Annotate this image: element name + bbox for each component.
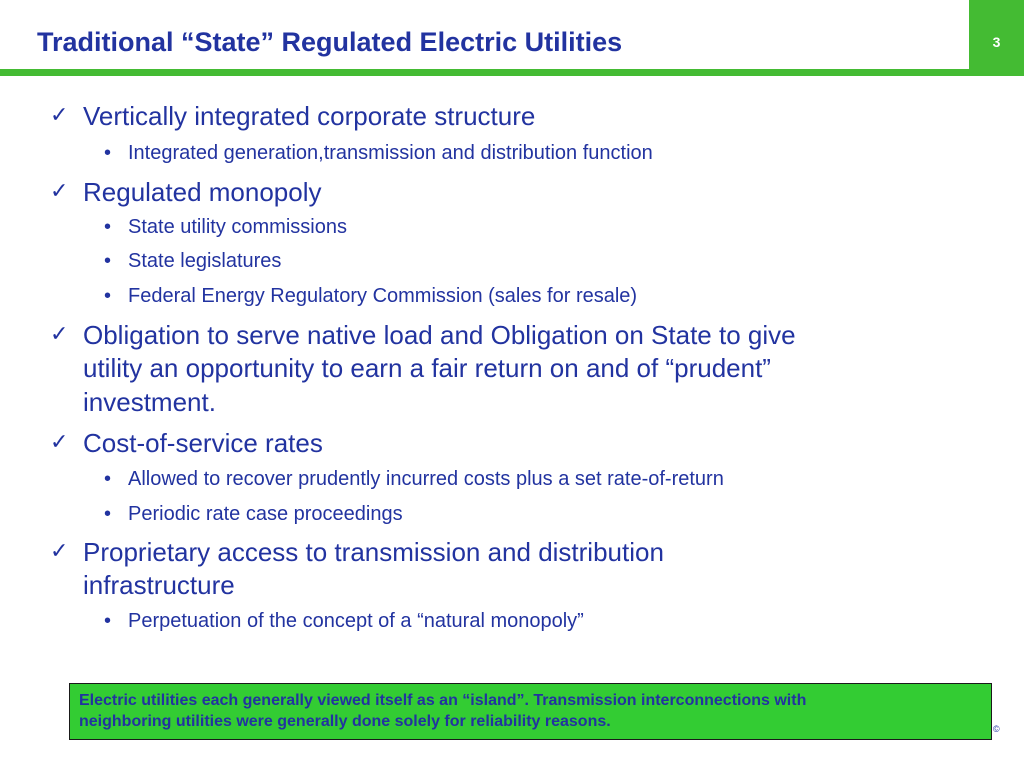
- checkmark-icon: ✓: [50, 430, 69, 455]
- bullet-dot-icon: •: [104, 468, 112, 490]
- bullet-text: State utility commissions: [128, 216, 347, 238]
- checkmark-icon: ✓: [50, 179, 69, 204]
- bullet-text: Allowed to recover prudently incurred costs plus a set rate-of-return: [128, 468, 724, 490]
- bullet-dot-icon: •: [104, 503, 112, 525]
- bullet-item: [50, 318, 796, 352]
- copyright-symbol: ©: [993, 724, 1000, 734]
- bullet-dot-icon: •: [104, 142, 112, 164]
- bullet-text: State legislatures: [128, 250, 282, 272]
- callout-text: Electric utilities each generally viewed itself as an “island”. Transmission interconnections with neighboring utilities were generally done solely for reliability reasons.: [79, 692, 807, 730]
- sub-bullet-item: [104, 501, 403, 527]
- sub-bullet-item: [104, 140, 653, 166]
- bullet-item: [83, 385, 216, 419]
- bullet-dot-icon: •: [104, 216, 112, 238]
- bullet-dot-icon: •: [104, 250, 112, 272]
- bullet-text: Obligation to serve native load and Obligation on State to give: [83, 320, 796, 350]
- bullet-text: Vertically integrated corporate structure: [83, 101, 536, 131]
- bullet-item: [50, 426, 323, 460]
- sub-bullet-item: [104, 608, 584, 634]
- checkmark-icon: ✓: [50, 539, 69, 564]
- sub-bullet-item: [104, 466, 724, 492]
- page-number: 3: [992, 34, 1001, 50]
- bullet-text: Integrated generation,transmission and distribution function: [128, 142, 653, 164]
- sub-bullet-item: [104, 248, 282, 274]
- bullet-text: Periodic rate case proceedings: [128, 503, 403, 525]
- bullet-dot-icon: •: [104, 285, 112, 307]
- bullet-text: Proprietary access to transmission and distribution: [83, 537, 664, 567]
- callout-box: [69, 683, 992, 740]
- bullet-item: [50, 99, 536, 133]
- sub-bullet-item: [104, 214, 347, 240]
- bullet-dot-icon: •: [104, 610, 112, 632]
- bullet-item: [50, 535, 664, 569]
- bullet-text: investment.: [83, 387, 216, 417]
- bullet-text: Federal Energy Regulatory Commission (sales for resale): [128, 285, 638, 307]
- bullet-text: Regulated monopoly: [83, 177, 322, 207]
- checkmark-icon: ✓: [50, 322, 69, 347]
- bullet-item: [83, 568, 235, 602]
- sub-bullet-item: [104, 283, 638, 309]
- bullet-text: infrastructure: [83, 570, 235, 600]
- bullet-text: Perpetuation of the concept of a “natural monopoly”: [128, 610, 584, 632]
- bullet-item: [50, 175, 322, 209]
- bullet-text: utility an opportunity to earn a fair return on and of “prudent”: [83, 353, 771, 383]
- slide-title: Traditional “State” Regulated Electric Utilities: [37, 27, 623, 57]
- checkmark-icon: ✓: [50, 103, 69, 128]
- bullet-text: Cost-of-service rates: [83, 428, 323, 458]
- bullet-item: [83, 351, 771, 385]
